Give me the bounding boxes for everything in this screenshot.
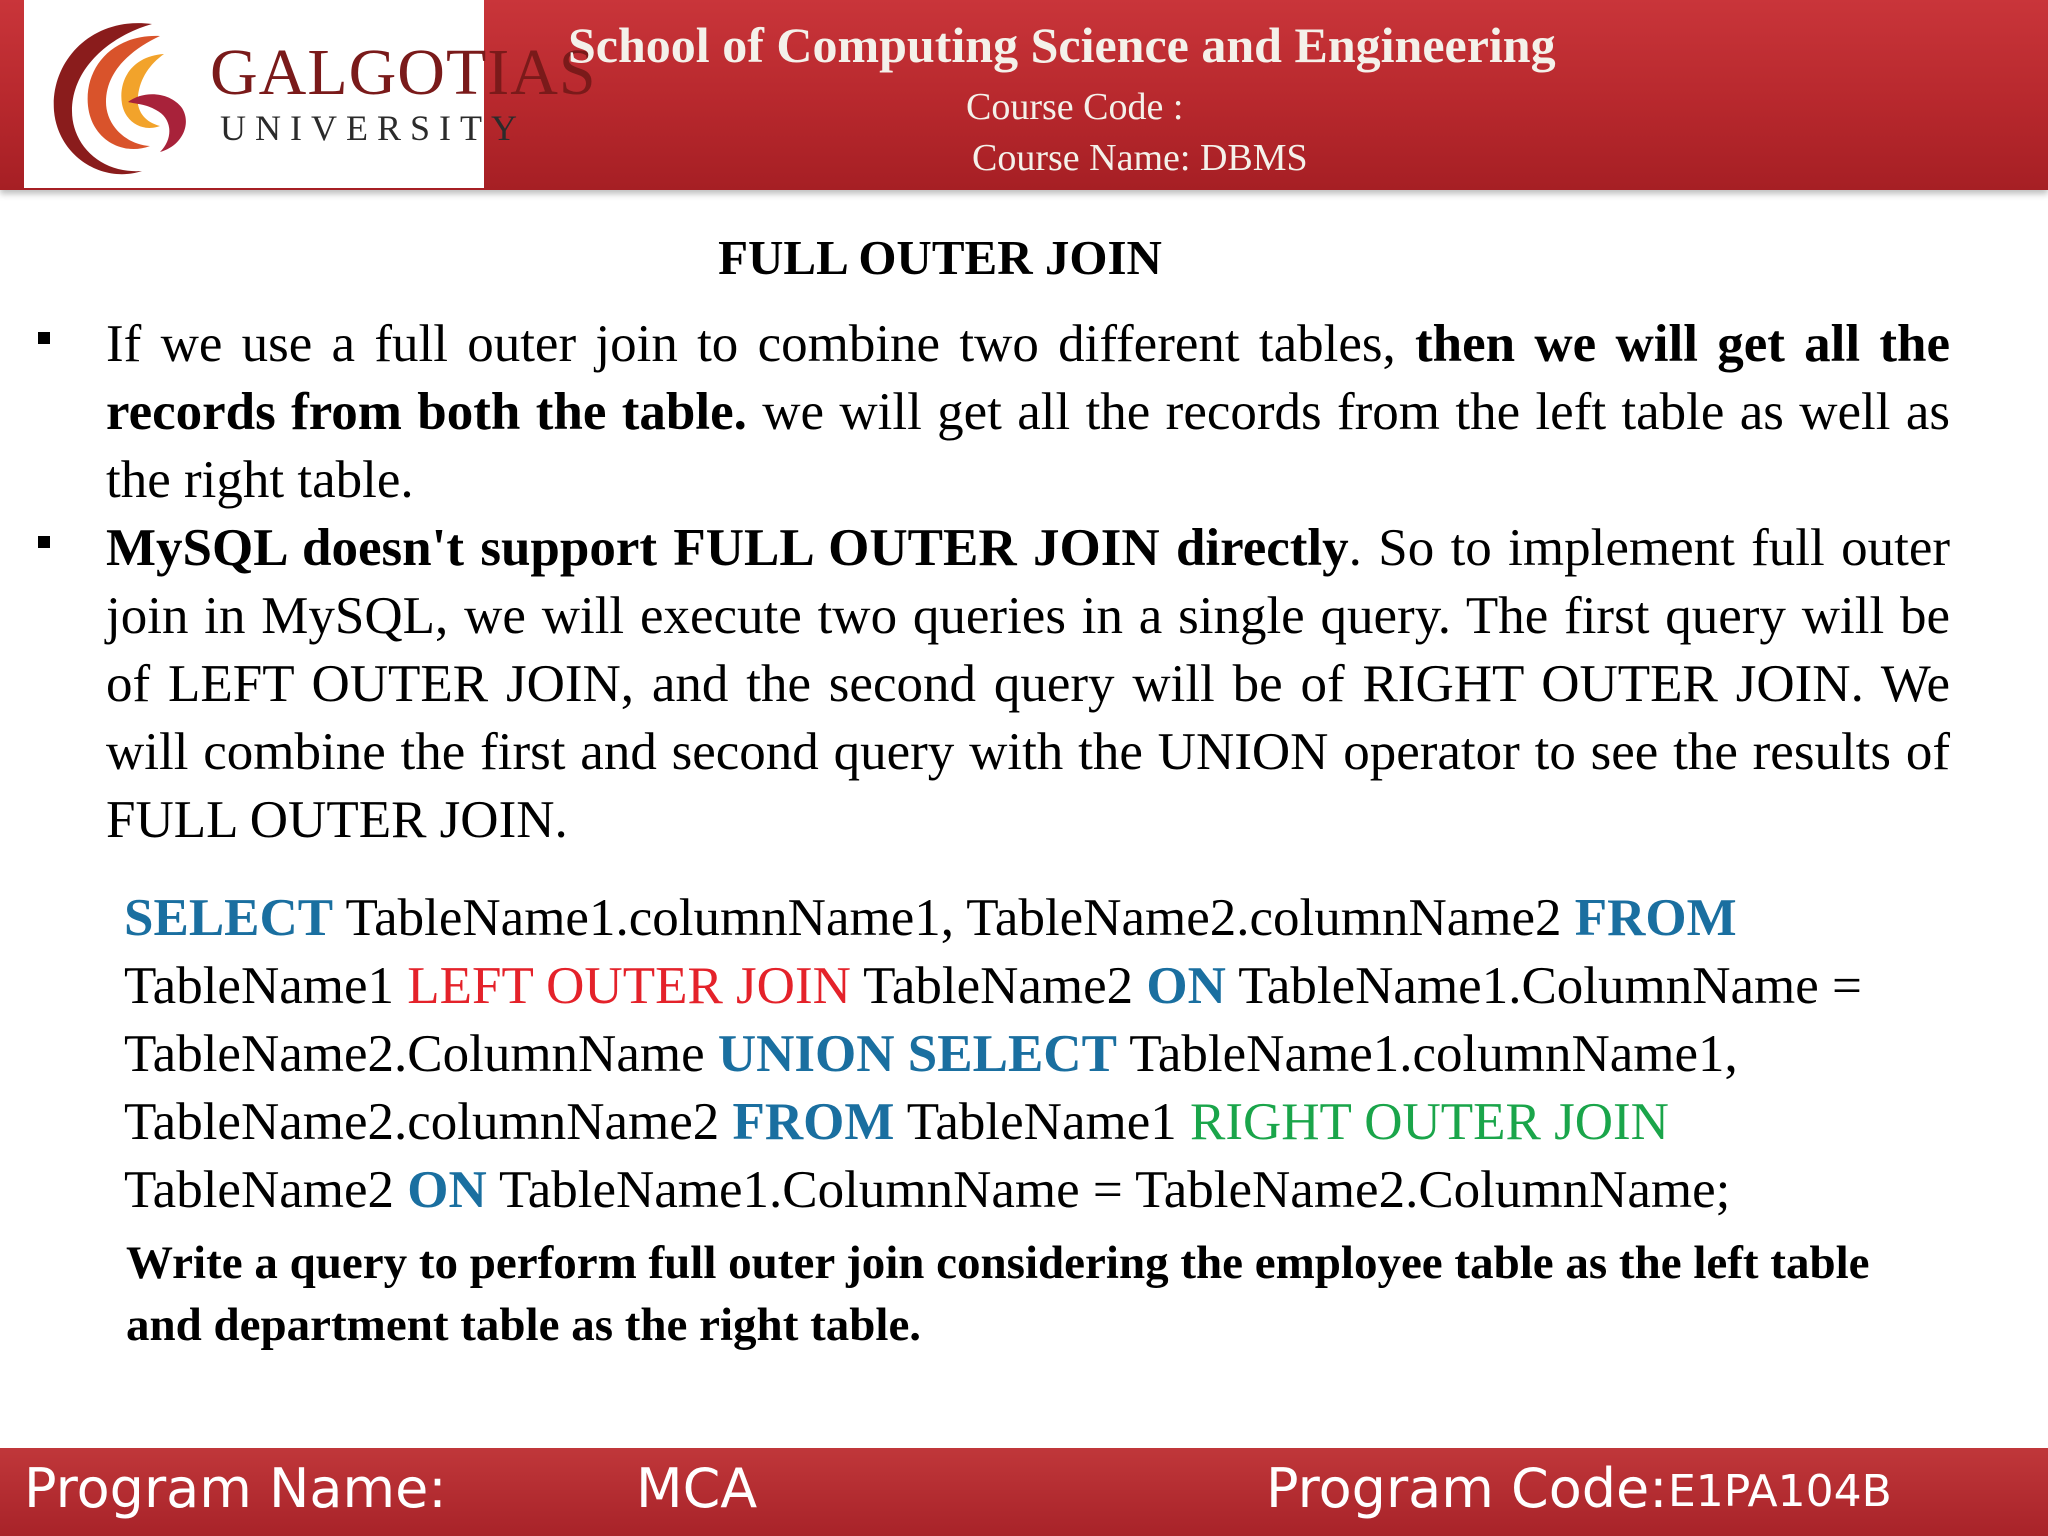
program-name-label: Program Name: [24, 1457, 447, 1520]
course-code: Course Code : [966, 86, 1184, 128]
bullet-text-plain: If we use a full outer join to combine two different tables, [106, 315, 1416, 373]
sql-keyword: UNION SELECT [717, 1025, 1117, 1083]
sql-keyword: ON [1146, 957, 1226, 1015]
bullet-text [106, 514, 1950, 854]
logo-wordmark: GALGOTIAS [210, 36, 597, 109]
bullet-item [30, 310, 1950, 514]
bullet-text-plain: . So to implement full outer join in MySQL, we will execute two queries in a single query. The first query will be of LEFT OUTER JOIN, and the second query will be of RIGHT OUTER JOIN. We will combine the first and second query with the UNION operator to see the results of FULL OUTER JOIN. [106, 519, 1951, 849]
sql-text: TableName1.columnName1, TableName2.columnName2 [333, 889, 1575, 947]
footer-banner [0, 1448, 2048, 1536]
logo-subtitle: UNIVERSITY [220, 108, 526, 148]
bullet-text-plain: we will get all the records from the left table as well as the right table. [106, 383, 1951, 509]
bullet-item [30, 514, 1950, 854]
sql-text: TableName1.columnName1, TableName2.columnName2 [124, 1025, 1738, 1151]
square-bullet-icon [38, 536, 50, 548]
sql-keyword: FROM [732, 1093, 895, 1151]
university-logo [24, 0, 597, 188]
sql-keyword: FROM [1574, 889, 1737, 947]
sql-keyword: SELECT [124, 889, 334, 947]
sql-text: TableName1 [124, 957, 408, 1015]
galgotias-logo-icon [32, 6, 202, 184]
sql-text: TableName1.ColumnName = TableName2.ColumnName [124, 957, 1862, 1083]
sql-text: TableName2 [124, 1161, 408, 1219]
sql-keyword-left-join: LEFT OUTER JOIN [407, 957, 851, 1015]
sql-keyword: ON [407, 1161, 487, 1219]
bullet-text-bold: then we will get all the records from both the table. [106, 315, 1950, 441]
sql-keyword-right-join: RIGHT OUTER JOIN [1189, 1093, 1669, 1151]
sql-text: TableName1.ColumnName = TableName2.ColumnName; [486, 1161, 1731, 1219]
sql-text: TableName1 [894, 1093, 1190, 1151]
school-name: School of Computing Science and Engineering [568, 17, 1556, 73]
sql-text: TableName2 [850, 957, 1147, 1015]
bullet-text [106, 310, 1950, 514]
square-bullet-icon [38, 332, 50, 344]
program-code-label: Program Code: [1266, 1457, 1668, 1520]
bullet-list [30, 310, 1950, 854]
exercise-question: Write a query to perform full outer join considering the employee table as the left table and department table as the right table. [126, 1237, 1870, 1351]
bullet-text-bold: MySQL doesn't support FULL OUTER JOIN directly [106, 519, 1349, 577]
program-name-value: MCA [636, 1457, 758, 1520]
sql-code-block [124, 884, 1944, 1224]
slide-title: FULL OUTER JOIN [718, 230, 1162, 285]
program-code-value: E1PA104B [1668, 1466, 1892, 1517]
course-name: Course Name: DBMS [972, 137, 1308, 179]
header-banner [0, 0, 2048, 190]
